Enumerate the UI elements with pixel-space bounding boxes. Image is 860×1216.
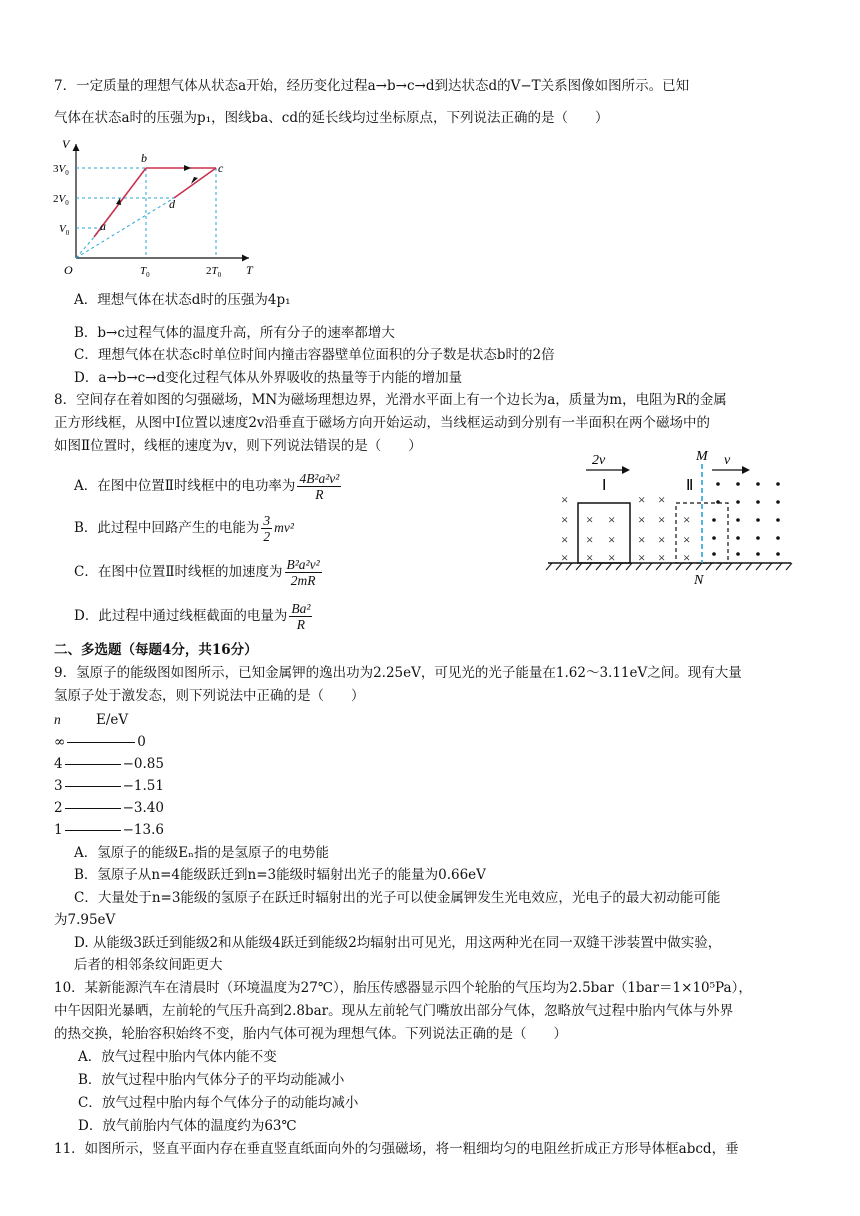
svg-text:×: × bbox=[561, 550, 569, 565]
svg-text:×: × bbox=[638, 532, 646, 547]
point-d: d bbox=[169, 197, 175, 211]
q9-line2: 氢原子处于激发态，则下列说法中正确的是（ ） bbox=[54, 688, 365, 704]
svg-text:×: × bbox=[638, 512, 646, 527]
velocity-v-label: v bbox=[724, 453, 731, 468]
xtick-2t0: $2T_0$ bbox=[206, 265, 222, 279]
energy-level-row: 3 −1.51 bbox=[54, 778, 164, 794]
axis-label-t: T bbox=[246, 263, 253, 277]
q7-option-b[interactable]: B．b→c过程气体的温度升高，所有分子的速率都增大 bbox=[74, 325, 395, 341]
q10-line3: 的热交换，轮胎容积始终不变，胎内气体可视为理想气体。下列说法正确的是（ ） bbox=[54, 1026, 567, 1042]
q7-line2: 气体在状态a时的压强为p₁，图线ba、cd的延长线均过坐标原点，下列说法正确的是（ ） bbox=[54, 110, 609, 126]
position-1-label: Ⅰ bbox=[602, 478, 607, 494]
svg-text:×: × bbox=[658, 512, 666, 527]
energy-level-row: 1 −13.6 bbox=[54, 822, 164, 838]
svg-text:×: × bbox=[586, 532, 594, 547]
q8-option-b[interactable]: B．此过程中回路产生的电能为 $\frac{3}{2}$ mv² bbox=[74, 513, 294, 544]
svg-text:×: × bbox=[658, 550, 666, 565]
q8-option-a[interactable]: A．在图中位置Ⅱ时线框中的电功率为 $\frac{\text{4B²a²v²}}{R}$ bbox=[74, 471, 340, 502]
q10-option-c[interactable]: C．放气过程中胎内每个气体分子的动能均减小 bbox=[78, 1095, 359, 1111]
ytick-2v0: $2V_0$ bbox=[53, 193, 69, 207]
q8-line2: 正方形线框，从图中Ⅰ位置以速度2v沿垂直于磁场方向开始运动，当线框运动到分别有一半面积在两个磁场中的 bbox=[54, 415, 711, 431]
q9-option-b[interactable]: B．氢原子从n=4能级跃迁到n=3能级时辐射出光子的能量为0.66eV bbox=[74, 867, 486, 883]
xtick-t0: $T_0$ bbox=[140, 265, 150, 279]
q10-line1: 10．某新能源汽车在清晨时（环境温度为27℃），胎压传感器显示四个轮胎的气压均为2.5bar（1bar＝1×10⁵Pa）， bbox=[54, 980, 752, 996]
svg-text:×: × bbox=[638, 550, 646, 565]
origin-label: O bbox=[64, 263, 73, 277]
svg-text:×: × bbox=[608, 532, 616, 547]
svg-text:×: × bbox=[683, 512, 691, 527]
q10-line2: 中午因阳光暴晒，左前轮的气压升高到2.8bar。现从左前轮气门嘴放出部分气体，忽略放气过程中胎内气体与外界 bbox=[54, 1003, 734, 1019]
q8-option-d[interactable]: D．此过程中通过线框截面的电量为 $\frac{\text{Ba²}}{R}$ bbox=[74, 601, 311, 632]
svg-text:×: × bbox=[638, 492, 646, 507]
svg-text:×: × bbox=[561, 492, 569, 507]
energy-level-header-n: n bbox=[54, 712, 61, 727]
energy-level-row: 2 −3.40 bbox=[54, 800, 164, 816]
point-c: c bbox=[218, 161, 224, 175]
svg-text:×: × bbox=[658, 492, 666, 507]
q8-line1: 8．空间存在着如图的匀强磁场，MN为磁场理想边界，光滑水平面上有一个边长为a，质量为m，电阻为R的金属 bbox=[54, 392, 727, 408]
q8-line3: 如图Ⅱ位置时，线框的速度为v，则下列说法错误的是（ ） bbox=[54, 438, 422, 454]
q7-option-d[interactable]: D．a→b→c→d变化过程气体从外界吸收的热量等于内能的增加量 bbox=[74, 370, 463, 386]
energy-level-header-e: E/eV bbox=[96, 712, 129, 728]
q7-option-c[interactable]: C．理想气体在状态c时单位时间内撞击容器壁单位面积的分子数是状态b时的2倍 bbox=[74, 347, 555, 363]
section-2-heading: 二、多选题（每题4分，共16分） bbox=[54, 642, 258, 658]
q9-option-d-cont: 后者的相邻条纹间距更大 bbox=[74, 957, 223, 973]
q9-option-d[interactable]: D. 从能级3跃迁到能级2和从能级4跃迁到能级2均辐射出可见光，用这两种光在同一双缝干涉装置中做实验， bbox=[74, 935, 722, 951]
svg-text:×: × bbox=[608, 512, 616, 527]
q7-option-a[interactable]: A．理想气体在状态d时的压强为4p₁ bbox=[74, 292, 291, 308]
svg-text:×: × bbox=[683, 550, 691, 565]
point-a: a bbox=[100, 219, 106, 233]
svg-text:×: × bbox=[586, 550, 594, 565]
q8-option-c[interactable]: C．在图中位置Ⅱ时线框的加速度为 $\frac{\text{B²a²v²}}{2mR}$ bbox=[74, 557, 320, 588]
energy-level-row: 4 −0.85 bbox=[54, 756, 164, 772]
svg-text:×: × bbox=[561, 532, 569, 547]
q10-option-d[interactable]: D．放气前胎内气体的温度约为63℃ bbox=[78, 1118, 297, 1134]
q7-line1: 7．一定质量的理想气体从状态a开始，经历变化过程a→b→c→d到达状态d的V−T关系图像如图所示。已知 bbox=[54, 78, 690, 94]
position-2-label: Ⅱ bbox=[686, 478, 694, 494]
q9-line1: 9．氢原子的能级图如图所示，已知金属钾的逸出功为2.25eV，可见光的光子能量在1.62～3.11eV之间。现有大量 bbox=[54, 665, 742, 681]
svg-text:×: × bbox=[586, 512, 594, 527]
boundary-n-label: N bbox=[694, 573, 704, 588]
axis-label-v: V bbox=[62, 137, 70, 151]
svg-text:×: × bbox=[658, 532, 666, 547]
q9-option-a[interactable]: A．氢原子的能级Eₙ指的是氢原子的电势能 bbox=[74, 845, 329, 861]
q8-magnetic-field-figure bbox=[546, 446, 796, 586]
svg-text:×: × bbox=[608, 550, 616, 565]
q9-option-c[interactable]: C．大量处于n=3能级的氢原子在跃迁时辐射出的光子可以使金属钾发生光电效应，光电子的最大初动能可能 bbox=[74, 890, 721, 906]
svg-text:×: × bbox=[561, 512, 569, 527]
q10-option-a[interactable]: A．放气过程中胎内气体内能不变 bbox=[78, 1049, 277, 1065]
velocity-2v-label: 2v bbox=[592, 453, 606, 468]
ytick-3v0: $3V_0$ bbox=[53, 163, 69, 177]
point-b: b bbox=[141, 151, 147, 165]
svg-text:×: × bbox=[683, 532, 691, 547]
energy-level-row: ∞ 0 bbox=[54, 734, 146, 750]
boundary-m-label: M bbox=[696, 449, 708, 464]
q7-vt-graph bbox=[54, 138, 264, 278]
ytick-v0: $V_0$ bbox=[59, 223, 70, 237]
q11-line1: 11．如图所示，竖直平面内存在垂直竖直纸面向外的匀强磁场，将一粗细均匀的电阻丝折成正方形导体框abcd，垂 bbox=[54, 1141, 739, 1157]
q10-option-b[interactable]: B．放气过程中胎内气体分子的平均动能减小 bbox=[78, 1072, 345, 1088]
q9-option-c-cont: 为7.95eV bbox=[54, 912, 116, 928]
